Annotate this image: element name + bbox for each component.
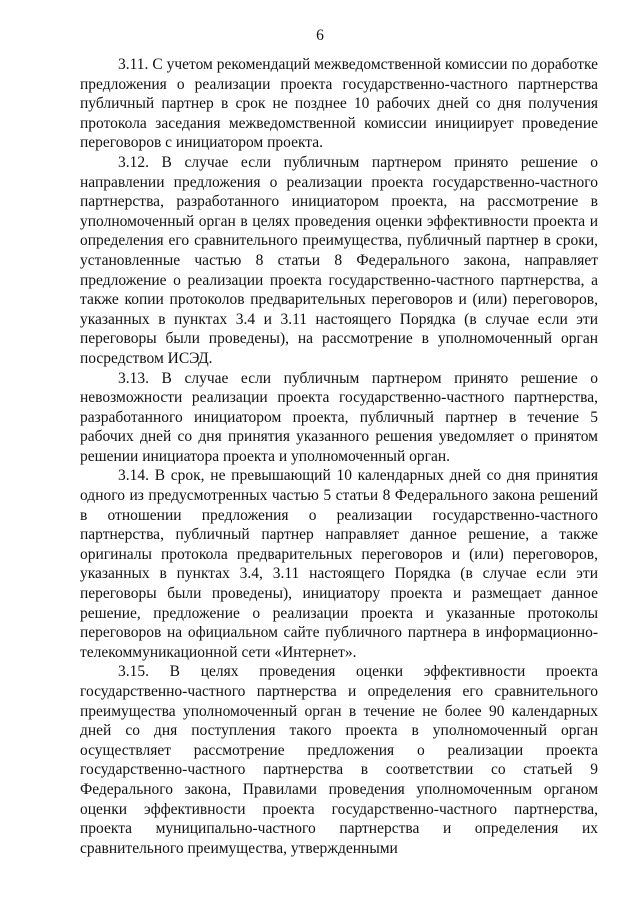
- page-number: 6: [316, 27, 324, 44]
- paragraph-3-13: 3.13. В случае если публичным партнером принято решение о невозможности реализации проекта государственно-частного партнерства, разработанного инициатором проекта, публичный партнер в течение 5 рабочих дней со дня принятия указанного решения уведомляет о принятом решении инициатора проекта и уполномоченный орган.: [80, 369, 598, 465]
- document-body: [80, 55, 598, 858]
- paragraph-3-14: 3.14. В срок, не превышающий 10 календарных дней со дня принятия одного из предусмотренных частью 5 статьи 8 Федерального закона решений в отношении предложения о реализации государственно-частного партнерства, публичный партнер направляет данное решение, а также оригиналы протокола предварительных переговоров и (или) переговоров, указанных в пунктах 3.4, 3.11 настоящего Порядка (в случае если эти переговоры были проведены), инициатору проекта и размещает данное решение, предложение о реализации проекта и указанные протоколы переговоров на официальном сайте публичного партнера в информационно-телекоммуникационной сети «Интернет».: [80, 467, 598, 661]
- paragraph-3-15: 3.15. В целях проведения оценки эффективности проекта государственно-частного партнерства и определения его сравнительного преимущества уполномоченный орган в течение не более 90 календарных дней со дня поступления такого проекта в уполномоченный орган осуществляет рассмотрение предложения о реализации проекта государственно-частного партнерства в соответствии со статьей 9 Федерального закона, Правилами проведения уполномоченным органом оценки эффективности проекта государственно-частного партнерства, проекта муниципально-частного партнерства и определения их сравнительного преимущества, утвержденными: [80, 663, 598, 857]
- paragraph-3-11: 3.11. С учетом рекомендаций межведомственной комиссии по доработке предложения о реализации проекта государственно-частного партнерства публичный партнер в срок не позднее 10 рабочих дней со дня получения протокола заседания межведомственной комиссии инициирует проведение переговоров с инициатором проекта.: [80, 56, 598, 152]
- paragraph-3-12: 3.12. В случае если публичным партнером принято решение о направлении предложения о реализации проекта государственно-частного партнерства, разработанного инициатором проекта, на рассмотрение в уполномоченный орган в целях проведения оценки эффективности проекта и определения его сравнительного преимущества, публичный партнер в сроки, установленные частью 8 статьи 8 Федерального закона, направляет предложение о реализации проекта государственно-частного партнерства, а также копии протоколов предварительных переговоров и (или) переговоров, указанных в пунктах 3.4 и 3.11 настоящего Порядка (в случае если эти переговоры были проведены), на рассмотрение в уполномоченный орган посредством ИСЭД.: [80, 153, 598, 367]
